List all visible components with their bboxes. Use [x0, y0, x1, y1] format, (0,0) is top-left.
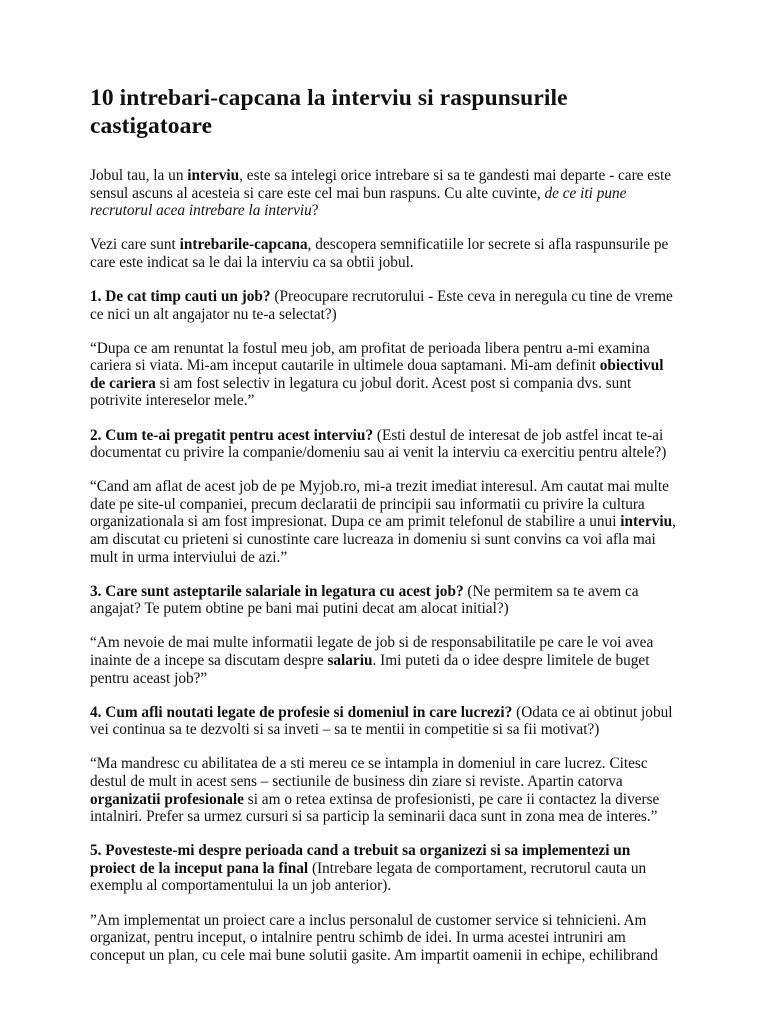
intro-paragraph	[90, 167, 678, 220]
answer-text: “Ma mandresc cu abilitatea de a sti mereu ce se intampla in domeniul in care lucrez. Citesc destul de mult in acest sens – sectiunile de business din ziare si reviste. Apartin catorva	[90, 755, 648, 790]
intro-text: Vezi care sunt	[90, 236, 180, 254]
intro-paragraph-2	[90, 236, 678, 271]
question-heading: 3. Care sunt asteptarile salariale in legatura cu acest job?	[90, 582, 464, 600]
question-note: (Esti destul de interesat de job astfel incat te-ai documentat cu privire la companie/domeniu sau ai venit la interviu ca exercitiu pentru altele?)	[90, 426, 667, 462]
answer-bold: interviu	[620, 513, 673, 531]
question-4	[90, 704, 678, 739]
question-3	[90, 583, 678, 618]
intro-italic: de ce iti pune recrutorul acea intrebare la interviu	[90, 184, 627, 220]
answer-text: ”Am implementat un proiect care a inclus personalul de customer service si tehnicieni. Am organizat, pentru inceput, o intalnire pentru schimb de idei. In urma acestei intruniri am conceput un plan, cu cele mai bune solutii gasite. Am impartit oamenii in echipe, echilibrand	[90, 911, 658, 964]
answer-2	[90, 478, 678, 566]
question-note: (Odata ce ai obtinut jobul vei continua sa te dezvolti si sa inveti – sa te mentii in competitie si sa fii motivat?)	[90, 703, 673, 739]
question-heading: 4. Cum afli noutati legate de profesie si domeniul in care lucrezi?	[90, 703, 513, 721]
question-note: (Preocupare recrutorului - Este ceva in neregula cu tine de vreme ce nici un alt angajator nu te-a selectat?)	[90, 287, 673, 323]
answer-bold: salariu	[327, 651, 373, 669]
question-note: (Ne permitem sa te avem ca angajat? Te putem obtine pe bani mai putini decat am alocat initial?)	[90, 582, 639, 618]
answer-3	[90, 634, 678, 687]
answer-5	[90, 912, 678, 965]
question-heading: 5. Povesteste-mi despre perioada cand a trebuit sa organizezi si sa implementezi un proiect de la inceput pana la final	[90, 842, 631, 877]
intro-bold: intrebarile-capcana	[179, 236, 308, 254]
answer-text: si am o retea extinsa de profesionisti, pe care ii contactez la diverse intalniri. Prefer sa urmez cursuri si sa particip la seminarii daca sunt in zona mea de interes.”	[90, 790, 660, 826]
intro-text: , este sa intelegi orice intrebare si sa te gandesti mai departe - care este sensul ascuns al acesteia si care este cel mai bun raspuns. Cu alte cuvinte,	[90, 167, 672, 202]
intro-bold: interviu	[187, 167, 240, 184]
answer-bold: obiectivul de cariera	[90, 357, 664, 392]
answer-text: “Dupa ce am renuntat la fostul meu job, am profitat de perioada libera pentru a-mi examina cariera si viata. Mi-am inceput cautarile in ultimele doua saptamani. Mi-am definit	[90, 339, 650, 375]
question-5	[90, 842, 678, 895]
answer-text: “Am nevoie de mai multe informatii legate de job si de responsabilitatile pe care le voi avea inainte de a incepe sa discutam despre	[90, 634, 654, 669]
question-note: (Intrebare legata de comportament, recrutorul cauta un exemplu al comportamentului la un job anterior).	[90, 859, 647, 895]
answer-text: , am discutat cu prieteni si cunostinte care lucreaza in domeniu si sunt convins ca voi afla mai mult in urma interviului de azi.”	[90, 513, 676, 566]
answer-1	[90, 340, 678, 410]
question-heading: 2. Cum te-ai pregatit pentru acest interviu?	[90, 426, 374, 444]
answer-text: “Cand am aflat de acest job de pe Myjob.ro, mi-a trezit imediat interesul. Am cautat mai multe date pe site-ul companiei, precum declaratii de principii sau informatii cu privire la cultura organizationala si am fost impresionat. Dupa ce am primit telefonul de stabilire a unui	[90, 478, 669, 531]
question-2	[90, 427, 678, 462]
answer-text: si am fost selectiv in legatura cu jobul dorit. Acest post si compania dvs. sunt potrivite intereselor mele.”	[90, 374, 632, 410]
intro-text: ?	[311, 202, 319, 220]
answer-text: . Imi puteti da o idee despre limitele de buget pentru aceast job?”	[90, 651, 650, 687]
intro-text: Jobul tau, la un	[90, 167, 188, 184]
question-heading: 1. De cat timp cauti un job?	[90, 287, 271, 305]
question-1	[90, 288, 678, 323]
answer-4	[90, 755, 678, 825]
intro-text: , descopera semnificatiile lor secrete si afla raspunsurile pe care este indicat sa le dai la interviu ca sa obtii jobul.	[90, 236, 669, 271]
answer-bold: organizatii profesionale	[90, 790, 244, 808]
page-title: 10 intrebari-capcana la interviu si raspunsurile castigatoare	[90, 85, 568, 139]
